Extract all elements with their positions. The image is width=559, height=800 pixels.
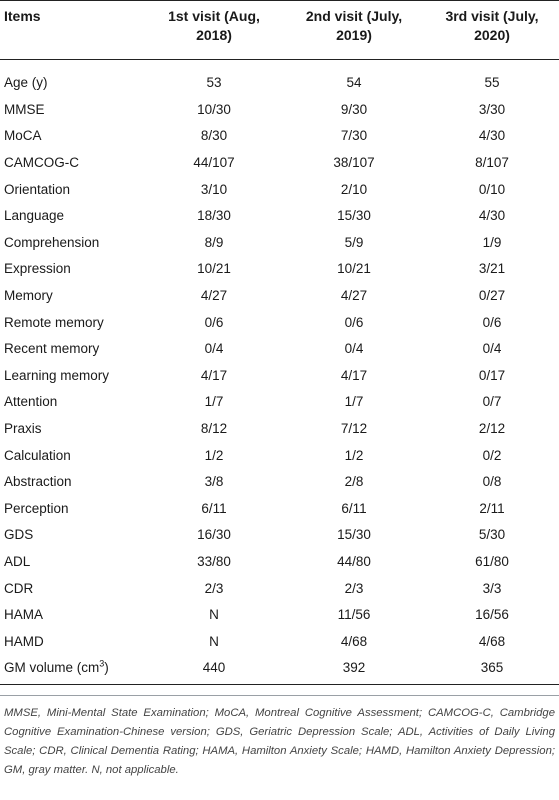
cell-value: 4/68 [340, 633, 368, 649]
cell-value: 0/7 [482, 394, 502, 410]
cell-value: 3/10 [200, 181, 228, 197]
cell-value: 16/30 [197, 527, 231, 543]
row-label: Attention [4, 394, 58, 410]
table-row [0, 283, 559, 310]
table-row [0, 442, 559, 469]
row-label: Remote memory [4, 314, 104, 330]
cell-value: 0/17 [478, 367, 506, 383]
row-label: Abstraction [4, 474, 72, 490]
cell-value: 3/21 [478, 261, 506, 277]
cell-value: 0/2 [482, 447, 502, 463]
spacer-row [0, 60, 559, 71]
cell-value: 4/30 [478, 208, 506, 224]
header-visit-1: 1st visit (Aug, 2018) [145, 1, 283, 60]
row-label: GDS [4, 527, 34, 543]
cell-value: 440 [145, 655, 283, 684]
table-row [0, 602, 559, 629]
cell-value: 0/4 [482, 341, 502, 357]
gm-label-prefix: GM volume (cm [4, 660, 100, 676]
cell-value: 16/56 [475, 607, 509, 623]
cell-value: 4/68 [478, 633, 506, 649]
cell-value: 44/80 [337, 553, 371, 569]
cell-value: 2/11 [479, 500, 505, 516]
cell-value: 0/8 [482, 474, 502, 490]
cell-value: 2/10 [340, 181, 368, 197]
cell-value: 1/2 [344, 447, 364, 463]
cell-value: 10/30 [197, 101, 231, 117]
table-row [0, 256, 559, 283]
table-footnote: MMSE, Mini-Mental State Examination; MoCA, Montreal Cognitive Assessment; CAMCOG-C, Cambridge Cognitive Examination-Chinese version; GDS, Geriatric Depression Scale; ADL, Activities of Daily Living Scale; CDR, Clinical Dementia Rating; HAMA, Hamilton Anxiety Scale; HAMD, Hamilton Anxiety Depression; GM, gray matter. N, not applicable. [0, 695, 559, 780]
cell-value: 15/30 [337, 208, 371, 224]
gm-label-sup: 3 [99, 658, 105, 669]
cell-value: 1/2 [204, 447, 224, 463]
row-label: Memory [4, 288, 53, 304]
cell-value: 33/80 [197, 553, 231, 569]
table-row [0, 336, 559, 363]
cell-value: 392 [283, 655, 425, 684]
header-items: Items [0, 1, 145, 60]
cell-value: 0/6 [204, 314, 224, 330]
row-label: ADL [4, 553, 31, 569]
cell-value: 54 [346, 75, 362, 91]
row-label [0, 655, 145, 684]
cell-value: N [209, 607, 219, 623]
cell-value: 365 [425, 655, 559, 684]
row-label: Orientation [4, 181, 71, 197]
cell-value: 2/3 [344, 580, 364, 596]
cell-value: 4/17 [340, 367, 368, 383]
table-row [0, 176, 559, 203]
row-label: CAMCOG-C [4, 155, 79, 171]
gm-label-suffix: ) [104, 660, 109, 676]
cell-value: 4/30 [478, 128, 506, 144]
row-label: Recent memory [4, 341, 100, 357]
cell-value: 55 [484, 75, 500, 91]
cell-value: 18/30 [197, 208, 231, 224]
cell-value: 0/6 [482, 314, 502, 330]
row-label: Language [4, 208, 65, 224]
row-label: Praxis [4, 421, 42, 437]
cell-value: 4/17 [200, 367, 228, 383]
header-visit-3: 3rd visit (July, 2020) [425, 1, 559, 60]
cell-value: 2/12 [478, 421, 506, 437]
row-label: HAMA [4, 607, 44, 623]
cell-value: 2/3 [204, 580, 224, 596]
row-label: MoCA [4, 128, 42, 144]
cell-value: 8/107 [475, 155, 509, 171]
cell-value: 15/30 [337, 527, 371, 543]
cell-value: 0/4 [344, 341, 364, 357]
cell-value: 4/27 [340, 288, 368, 304]
cell-value: 9/30 [340, 101, 368, 117]
cell-value: 3/3 [482, 580, 502, 596]
cell-value: 10/21 [197, 261, 231, 277]
row-label: Expression [4, 261, 71, 277]
header-visit-2: 2nd visit (July, 2019) [283, 1, 425, 60]
cell-value: 38/107 [333, 155, 375, 171]
cell-value: 0/4 [204, 341, 224, 357]
row-label: Age (y) [4, 75, 48, 91]
cell-value: 0/27 [478, 288, 506, 304]
table-row [0, 522, 559, 549]
table-row [0, 469, 559, 496]
cell-value: 5/9 [344, 234, 364, 250]
table-row [0, 309, 559, 336]
table-row [0, 203, 559, 230]
cell-value: 10/21 [337, 261, 371, 277]
row-label: Comprehension [4, 234, 100, 250]
cell-value: 1/7 [344, 394, 364, 410]
cell-value: 8/12 [200, 421, 228, 437]
table-row [0, 655, 559, 684]
table-row [0, 97, 559, 124]
row-label: Perception [4, 500, 69, 516]
cell-value: 8/30 [200, 128, 228, 144]
table-row [0, 230, 559, 257]
table-row [0, 123, 559, 150]
cell-value: 0/6 [344, 314, 364, 330]
cell-value: N [209, 633, 219, 649]
table-header [0, 1, 559, 60]
cell-value: 61/80 [475, 553, 509, 569]
table-body [0, 60, 559, 685]
table-row [0, 496, 559, 523]
cell-value: 3/30 [478, 101, 506, 117]
cell-value: 1/7 [204, 394, 224, 410]
cell-value: 0/10 [478, 181, 506, 197]
table-row [0, 575, 559, 602]
cell-value: 6/11 [201, 500, 227, 516]
cell-value: 1/9 [482, 234, 502, 250]
cell-value: 3/8 [204, 474, 224, 490]
table-row [0, 150, 559, 177]
cell-value: 7/12 [340, 421, 368, 437]
cell-value: 6/11 [341, 500, 367, 516]
cell-value: 44/107 [193, 155, 235, 171]
cell-value: 7/30 [340, 128, 368, 144]
cell-value: 11/56 [337, 607, 371, 623]
cell-value: 4/27 [200, 288, 228, 304]
cell-value: 53 [206, 75, 222, 91]
row-label: MMSE [4, 101, 45, 117]
cell-value: 2/8 [344, 474, 364, 490]
cell-value: 5/30 [478, 527, 506, 543]
table-row [0, 70, 559, 97]
header-row [0, 1, 559, 60]
row-label: CDR [4, 580, 34, 596]
table-row [0, 363, 559, 390]
table-row [0, 416, 559, 443]
row-label: Calculation [4, 447, 71, 463]
row-label: HAMD [4, 633, 44, 649]
cell-value: 8/9 [204, 234, 224, 250]
row-label: Learning memory [4, 367, 110, 383]
table-row [0, 549, 559, 576]
table-row [0, 389, 559, 416]
table-row [0, 628, 559, 655]
